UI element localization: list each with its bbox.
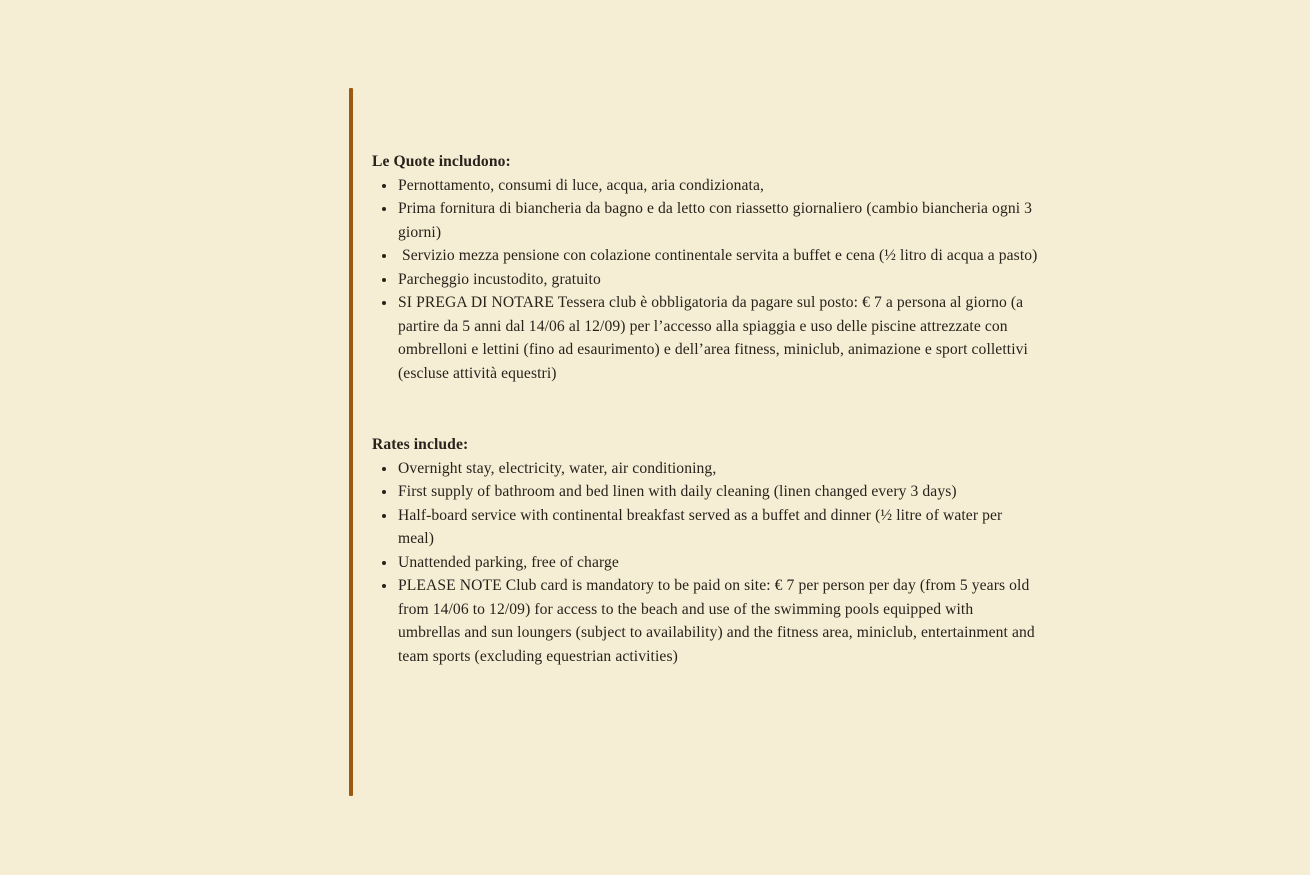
list-item-text: SI PREGA DI NOTARE Tessera club è obbligatoria da pagare sul posto: € 7 a persona al giorno (a partire da 5 anni dal 14/06 al 12/09) per l’accesso alla spiaggia e uso delle piscine attrezzate con ombrelloni e lettini (fino ad esaurimento) e dell’area fitness, miniclub, animazione e sport collettivi (escluse attività equestri) bbox=[398, 294, 1028, 382]
list-item bbox=[372, 457, 1038, 481]
list-item bbox=[372, 504, 1038, 551]
list-item bbox=[372, 574, 1038, 668]
list-item-text: Prima fornitura di biancheria da bagno e da letto con riassetto giornaliero (cambio biancheria ogni 3 giorni) bbox=[398, 200, 1033, 241]
bullet-dot-icon bbox=[382, 467, 386, 471]
bullet-list bbox=[372, 457, 1038, 669]
list-item bbox=[372, 268, 1038, 292]
bullet-dot-icon bbox=[382, 561, 386, 565]
list-item bbox=[372, 480, 1038, 504]
bullet-list bbox=[372, 174, 1038, 386]
document-section bbox=[372, 433, 1038, 668]
bullet-dot-icon bbox=[382, 207, 386, 211]
list-item bbox=[372, 197, 1038, 244]
list-item-text: First supply of bathroom and bed linen with daily cleaning (linen changed every 3 days) bbox=[398, 483, 957, 500]
list-item-text: Servizio mezza pensione con colazione continentale servita a buffet e cena (½ litro di acqua a pasto) bbox=[398, 247, 1038, 264]
list-item-text: Unattended parking, free of charge bbox=[398, 553, 619, 571]
section-heading: Rates include: bbox=[372, 436, 469, 453]
section-heading: Le Quote includono: bbox=[372, 153, 511, 170]
list-item bbox=[372, 174, 1038, 198]
bullet-dot-icon bbox=[382, 184, 386, 188]
bullet-dot-icon bbox=[382, 278, 386, 282]
list-item-text: PLEASE NOTE Club card is mandatory to be paid on site: € 7 per person per day (from 5 years old from 14/06 to 12/09) for access to the beach and use of the swimming pools equipped with umbrellas and sun loungers (subject to availability) and the fitness area, miniclub, entertainment and team sports (excluding equestrian activities) bbox=[398, 577, 1035, 665]
list-item-text: Parcheggio incustodito, gratuito bbox=[398, 270, 601, 288]
list-item bbox=[372, 244, 1038, 268]
list-item-text: Half-board service with continental breakfast served as a buffet and dinner (½ litre of water per meal) bbox=[398, 506, 1003, 547]
bullet-dot-icon bbox=[382, 490, 386, 494]
vertical-accent-rule bbox=[349, 88, 353, 796]
bullet-dot-icon bbox=[382, 514, 386, 518]
bullet-dot-icon bbox=[382, 254, 386, 258]
list-item bbox=[372, 291, 1038, 385]
bullet-dot-icon bbox=[382, 584, 386, 588]
list-item-text: Pernottamento, consumi di luce, acqua, aria condizionata, bbox=[398, 176, 764, 194]
list-item-text: Overnight stay, electricity, water, air conditioning, bbox=[398, 459, 717, 477]
list-item bbox=[372, 551, 1038, 575]
bullet-dot-icon bbox=[382, 301, 386, 305]
document-section bbox=[372, 150, 1038, 385]
document-content bbox=[372, 150, 1038, 668]
